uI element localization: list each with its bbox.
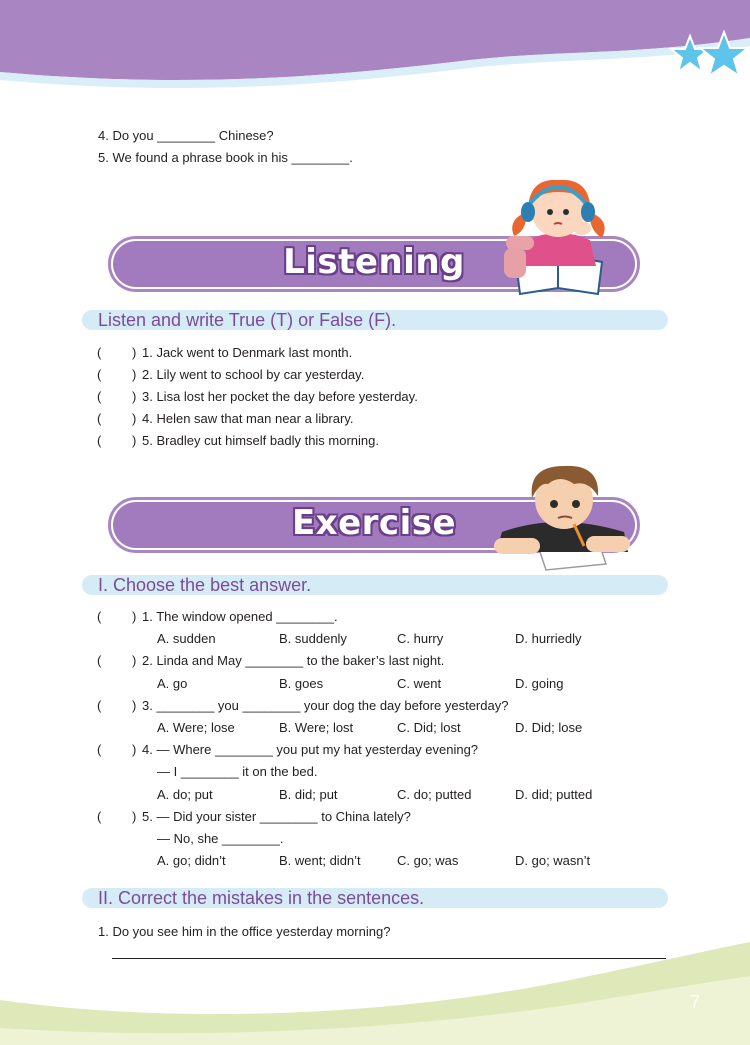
answer-paren-open: (: [97, 653, 102, 668]
option-c: C. go; was: [397, 853, 459, 868]
listening-item: 3. Lisa lost her pocket the day before yesterday.: [142, 389, 418, 404]
option-a: A. do; put: [157, 787, 213, 802]
boy-writing-illustration: [488, 460, 638, 572]
question-stem: 5. — Did your sister ________ to China lately?: [142, 809, 411, 824]
carryover-item: 4. Do you ________ Chinese?: [98, 128, 274, 143]
option-d: D. Did; lose: [515, 720, 583, 735]
footer-wave: [0, 930, 750, 1045]
answer-paren-close: ): [132, 653, 137, 668]
answer-paren-close: ): [132, 345, 137, 360]
question-stem: 2. Linda and May ________ to the baker’s last night.: [142, 653, 445, 668]
option-c: C. Did; lost: [397, 720, 461, 735]
option-c: C. do; putted: [397, 787, 472, 802]
page-number: 7: [690, 992, 701, 1012]
option-a: A. go: [157, 676, 188, 691]
listening-title: Listening: [283, 242, 465, 282]
listening-item: 5. Bradley cut himself badly this morning.: [142, 433, 379, 448]
answer-paren-open: (: [97, 809, 102, 824]
option-d: D. hurriedly: [515, 631, 582, 646]
question-stem: 1. The window opened ________.: [142, 609, 338, 624]
answer-paren-open: (: [97, 367, 102, 382]
answer-paren-close: ): [132, 742, 137, 757]
listening-instruction: Listen and write True (T) or False (F).: [98, 310, 397, 330]
listening-item: 4. Helen saw that man near a library.: [142, 411, 354, 426]
option-a: A. go; didn’t: [157, 853, 226, 868]
answer-paren-open: (: [97, 389, 102, 404]
question-stem: 4. — Where ________ you put my hat yesterday evening?: [142, 742, 479, 757]
answer-paren-open: (: [97, 742, 102, 757]
option-a: A. sudden: [157, 631, 216, 646]
answer-paren-open: (: [97, 609, 102, 624]
option-d: D. go; wasn’t: [515, 853, 591, 868]
option-a: A. Were; lose: [157, 720, 235, 735]
option-c: C. went: [397, 676, 442, 691]
answer-paren-close: ): [132, 411, 137, 426]
answer-paren-open: (: [97, 345, 102, 360]
question-continuation: — I ________ it on the bed.: [157, 764, 318, 779]
question-stem: 3. ________ you ________ your dog the day before yesterday?: [142, 698, 509, 713]
part2-title: II. Correct the mistakes in the sentences.: [98, 888, 425, 908]
answer-paren-close: ): [132, 389, 137, 404]
header-wave: [0, 0, 750, 110]
option-c: C. hurry: [397, 631, 444, 646]
correction-item: 1. Do you see him in the office yesterday morning?: [98, 924, 391, 939]
star-icon: [666, 30, 750, 88]
option-d: D. did; putted: [515, 787, 593, 802]
answer-paren-open: (: [97, 698, 102, 713]
answer-paren-open: (: [97, 411, 102, 426]
option-d: D. going: [515, 676, 564, 691]
answer-paren-close: ): [132, 433, 137, 448]
answer-paren-close: ): [132, 809, 137, 824]
answer-paren-open: (: [97, 433, 102, 448]
question-continuation: — No, she ________.: [157, 831, 284, 846]
answer-paren-close: ): [132, 609, 137, 624]
option-b: B. suddenly: [279, 631, 347, 646]
carryover-item: 5. We found a phrase book in his ________.: [98, 150, 353, 165]
part1-title: I. Choose the best answer.: [98, 575, 312, 595]
listening-item: 1. Jack went to Denmark last month.: [142, 345, 353, 360]
option-b: B. did; put: [279, 787, 338, 802]
option-b: B. goes: [279, 676, 324, 691]
option-b: B. Were; lost: [279, 720, 354, 735]
answer-paren-close: ): [132, 367, 137, 382]
listening-item: 2. Lily went to school by car yesterday.: [142, 367, 365, 382]
option-b: B. went; didn’t: [279, 853, 361, 868]
girl-headphones-illustration: [498, 170, 618, 296]
answer-paren-close: ): [132, 698, 137, 713]
exercise-title: Exercise: [291, 503, 457, 543]
